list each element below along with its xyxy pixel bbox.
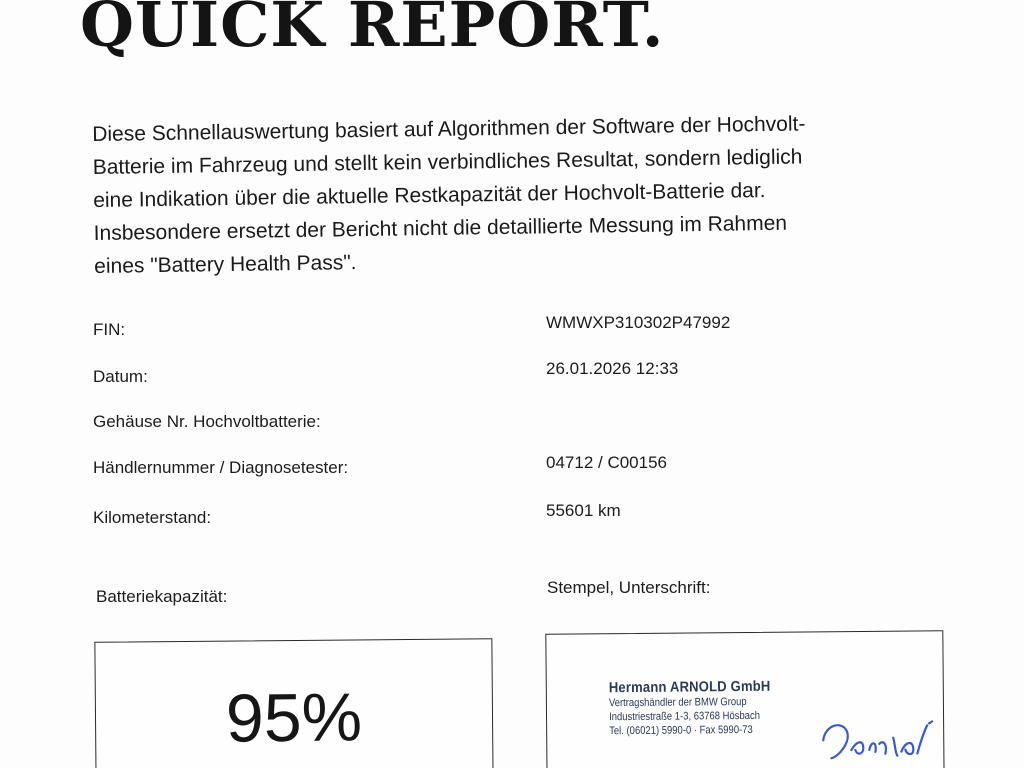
capacity-box bbox=[94, 638, 493, 768]
mileage-label: Kilometerstand: bbox=[93, 508, 212, 527]
stamp-line: Industriestraße 1-3, 63768 Hösbach bbox=[608, 709, 761, 724]
fin-value: WMWXP310302P47992 bbox=[546, 313, 731, 332]
intro-line: Batterie im Fahrzeug und stellt kein verbindliches Resultat, sondern lediglich bbox=[92, 145, 803, 179]
intro-line: Insbesondere ersetzt der Bericht nicht die detaillierte Messung im Rahmen bbox=[93, 211, 788, 245]
stamp-line: Vertragshändler der BMW Group bbox=[608, 695, 747, 710]
date-value: 26.01.2026 12:33 bbox=[546, 359, 679, 378]
dealer-number-value: 04712 / C00156 bbox=[546, 453, 667, 472]
capacity-label: Batteriekapazität: bbox=[96, 587, 228, 606]
fin-label: FIN: bbox=[93, 320, 126, 339]
stamp-company: Hermann ARNOLD GmbH bbox=[608, 678, 771, 697]
stamp-signature-label: Stempel, Unterschrift: bbox=[547, 578, 711, 597]
stamp-line: Tel. (06021) 5990-0 · Fax 5990-73 bbox=[609, 723, 753, 738]
capacity-value: 95% bbox=[225, 679, 363, 757]
dealer-number-label: Händlernummer / Diagnosetester: bbox=[93, 458, 349, 477]
stamp-box bbox=[545, 630, 944, 768]
battery-housing-label: Gehäuse Nr. Hochvoltbatterie: bbox=[93, 412, 321, 431]
report-title: QUICK REPORT. bbox=[80, 0, 665, 61]
date-label: Datum: bbox=[93, 367, 148, 386]
dealer-stamp bbox=[609, 679, 789, 739]
intro-paragraph bbox=[92, 105, 944, 283]
intro-line: eines "Battery Health Pass". bbox=[94, 251, 357, 278]
handwritten-signature bbox=[817, 709, 938, 768]
intro-line: eine Indikation über die aktuelle Restkapazität der Hochvolt-Batterie dar. bbox=[93, 179, 766, 212]
mileage-value: 55601 km bbox=[546, 501, 621, 520]
intro-line: Diese Schnellauswertung basiert auf Algorithmen der Software der Hochvolt- bbox=[92, 112, 806, 146]
